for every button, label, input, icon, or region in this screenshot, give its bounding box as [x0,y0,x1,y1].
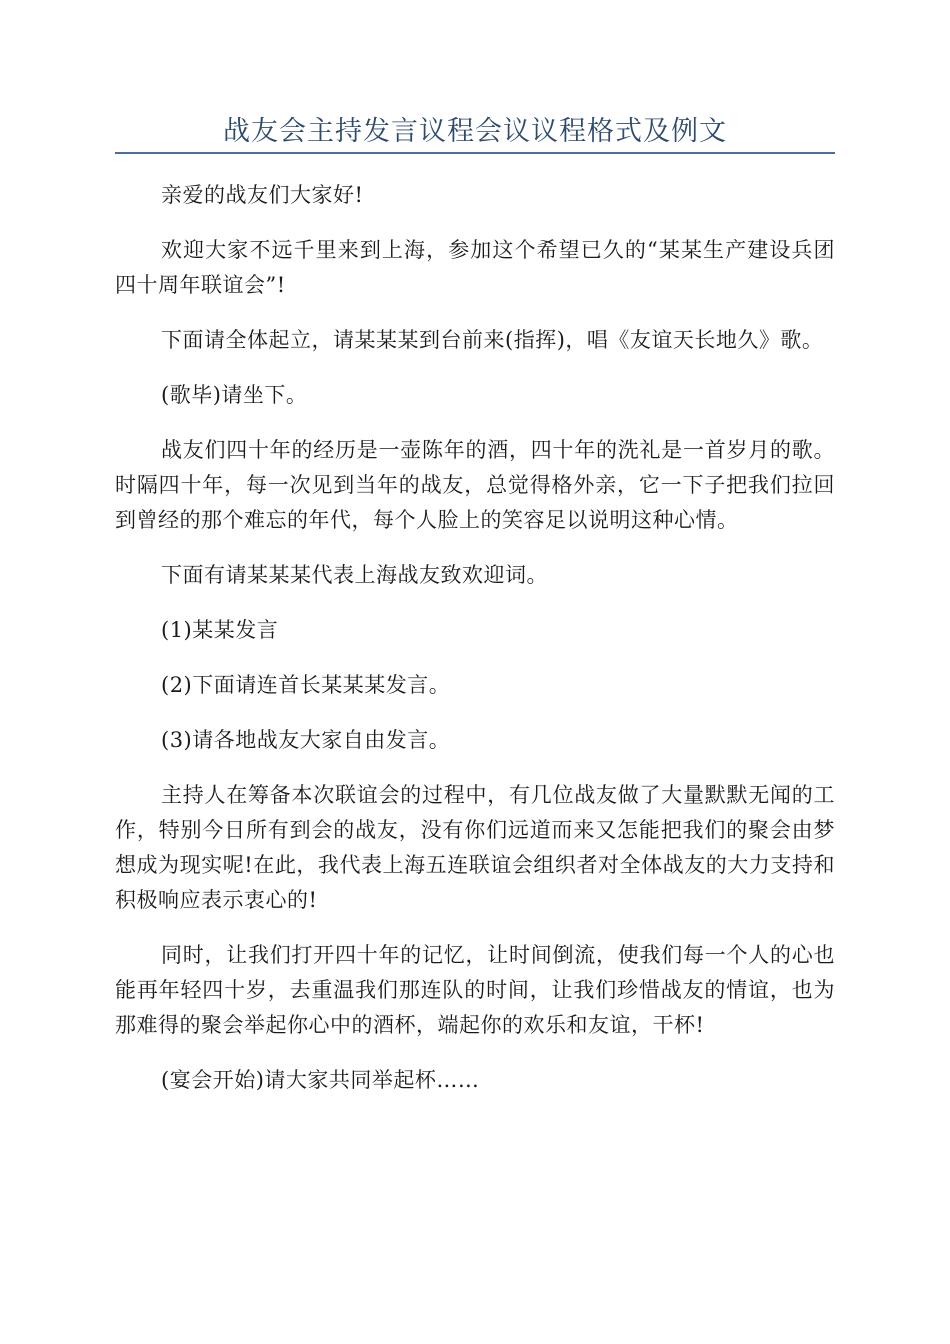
paragraph-speech-1: (1)某某发言 [161,618,279,642]
paragraph-forty-years: 战友们四十年的经历是一壶陈年的酒，四十年的洗礼是一首岁月的歌。时隔四十年，每一次见到当年的战友，总觉得格外亲，它一下子把我们拉回到曾经的那个难忘的年代，每个人脸上的笑容足以说明这种心情。 [115,438,835,532]
document-title: 战友会主持发言议程会议议程格式及例文 [223,116,727,147]
paragraph-speech-2: (2)下面请连首长某某某发言。 [161,673,451,697]
paragraph-welcome: 欢迎大家不远千里来到上海，参加这个希望已久的“某某生产建设兵团四十周年联谊会”! [115,238,835,297]
paragraph-song: 下面请全体起立，请某某某到台前来(指挥)，唱《友谊天长地久》歌。 [161,328,824,352]
paragraph-thanks: 主持人在筹备本次联谊会的过程中，有几位战友做了大量默默无闻的工作，特别今日所有到会的战友，没有你们远道而来又怎能把我们的聚会由梦想成为现实呢!在此，我代表上海五连联谊会组织者对全体战友的大力支持和积极响应表示衷心的! [115,783,835,912]
paragraph-sit-down: (歌毕)请坐下。 [161,383,308,407]
paragraph-speech-3: (3)请各地战友大家自由发言。 [161,728,451,752]
paragraph-banquet: (宴会开始)请大家共同举起杯…… [161,1068,480,1092]
title-block [115,112,835,154]
document-body [115,178,835,1118]
title-underline [115,152,835,154]
paragraph-welcome-speech: 下面有请某某某代表上海战友致欢迎词。 [161,563,548,587]
paragraph-toast: 同时，让我们打开四十年的记忆，让时间倒流，使我们每一个人的心也能再年轻四十岁，去重温我们那连队的时间，让我们珍惜战友的情谊，也为那难得的聚会举起你心中的酒杯，端起你的欢乐和友谊，干杯! [115,943,835,1037]
paragraph-greeting: 亲爱的战友们大家好! [161,183,364,207]
